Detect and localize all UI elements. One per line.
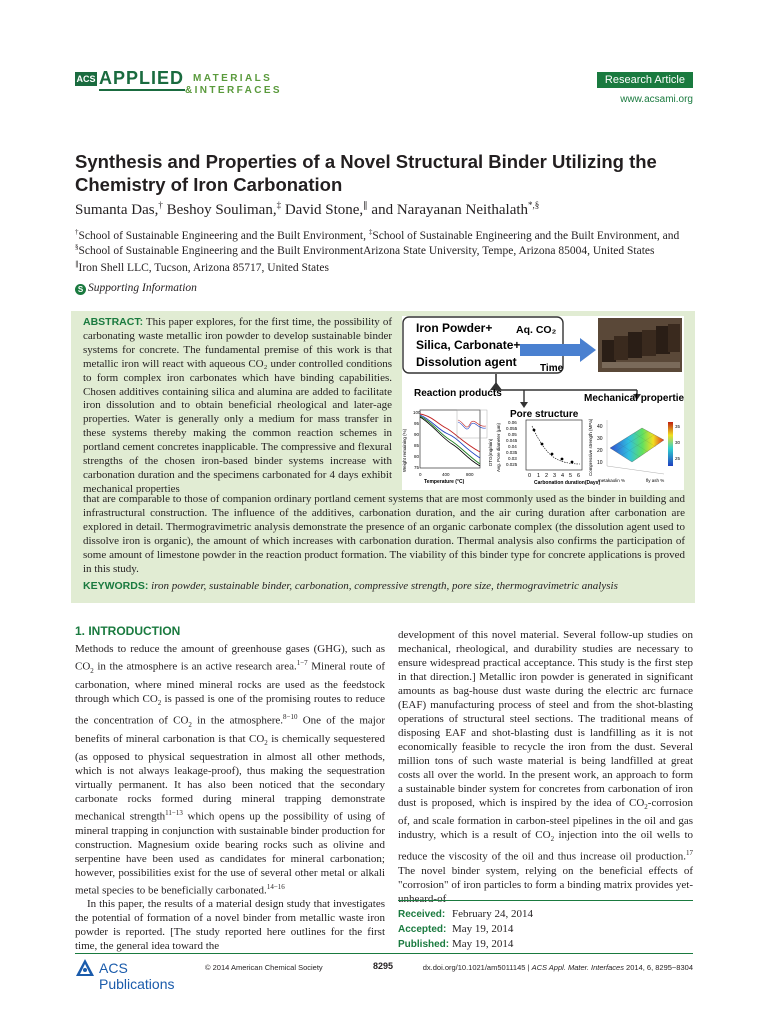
toc-box-line-1: Iron Powder+ <box>416 321 493 335</box>
affil-marker: ‡ <box>368 228 373 236</box>
page-number: 8295 <box>373 961 394 971</box>
author-souliman-sup: ‡ <box>276 200 282 210</box>
tga-ytick: 80 <box>414 454 420 459</box>
pore-ytick: 0.03 <box>508 456 517 461</box>
supporting-info-icon: S <box>75 284 86 295</box>
affil-text: School of Sustainable Engineering and the Built EnvironmentArizona State University, Tempe, Arizona 85004, United States <box>78 244 655 257</box>
received-label: Received: <box>398 909 446 920</box>
affil-text: School of Sustainable Engineering and the Built Environment, <box>78 229 369 242</box>
journal-name-materials: MATERIALS <box>193 73 273 84</box>
pore-y-label: Avg. Pore diameter (µm) <box>496 422 501 472</box>
pore-ytick: 0.055 <box>506 426 518 431</box>
pore-ytick: 0.035 <box>506 450 518 455</box>
pore-plot <box>496 420 600 486</box>
mech-ytick: 40 <box>597 424 603 430</box>
abstract-body-left: This paper explores, for the first time, the possibility of carbonating waste metallic iron powder to develop sustainable binder systems for concrete. The fundamental premise of this work is that metallic iron will react with aqueous CO₂ under controlled conditions to form complex iron carbonates which have binding capabilities. Chosen additives containing silica and alumina are added to facilitate iron dissolution and to obtain beneficial rheological and later-age properties. Water is generally only a medium for mass transfer in these systems thereby making the common reaction schemes in portland cement concretes inapplicable. The compressive and flexural strengths of the chosen iron-based binder systems increase with carbonation duration and the specimens carbonated for 4 days exhibit mechanical properties <box>83 316 392 495</box>
supporting-info-link[interactable]: Supporting Information <box>88 282 197 294</box>
section-heading-introduction: 1. INTRODUCTION <box>75 624 181 638</box>
toc-time: Time <box>540 363 564 374</box>
acs-badge: ACS <box>76 74 96 84</box>
copyright-notice: © 2014 American Chemical Society <box>205 963 323 972</box>
keywords-label: KEYWORDS: <box>83 580 149 592</box>
citation-line <box>423 963 693 972</box>
pore-ytick: 0.06 <box>508 420 517 425</box>
paper-title: Synthesis and Properties of a Novel Structural Binder Utilizing the Chemistry of Iron Carbonation <box>75 151 657 195</box>
pore-xtick: 1 <box>537 473 541 479</box>
affiliation-line-1 <box>75 228 695 242</box>
accepted-date: May 19, 2014 <box>452 923 514 935</box>
pore-xtick: 3 <box>553 473 557 479</box>
dates-divider <box>398 900 693 901</box>
publication-dates <box>398 907 533 952</box>
toc-pore-structure: Pore structure <box>510 409 579 420</box>
tga-ytick: 95 <box>414 421 420 426</box>
abstract-label: ABSTRACT: <box>83 316 144 328</box>
publisher-logo[interactable] <box>75 958 200 992</box>
logo-underline <box>99 89 185 91</box>
tga-ytick: 90 <box>414 432 420 437</box>
author-souliman[interactable]: Beshoy Souliman, <box>162 202 277 218</box>
paragraph: Methods to reduce the amount of greenhouse gases (GHG), such as $CO_2$ in the atmosphere is an active research area.$^{1-7}$ Mineral route of carbonation, where mined mineral rocks are used as the feedstock through which $CO_2$ is passed is one of the promising routes to reduce the concentration of $CO_2$ in the atmosphere.$^{8-10}$ One of the major benefits of mineral carbonation is that $CO_2$ is chemically sequestered (as opposed to physical sequestration in almost all other methods, which is not always leakage-proof), thus making the sequestration virtually permanent. It has also been noticed that the secondary carbonate rocks formed during mineral trapping demonstrate mechanical strength$^{11-13}$ which opens up the possibility of using of mineral trapping in conjunction with sustainable binder production for construction. Magnesium oxide bearing rocks such as olivine and serpentine have been used as candidates for mineral carbonation; however, possibilities exist for the use of several other metal or alkali metal species to be beneficially carbonated.$^{14-16}$ <box>75 643 385 897</box>
author-neithalath-sup: *,§ <box>528 200 540 210</box>
affil-marker: ∥ <box>75 260 79 268</box>
mech-ytick: 10 <box>597 460 603 466</box>
received-date: February 24, 2014 <box>452 908 533 920</box>
author-list <box>75 200 539 219</box>
affil-marker: § <box>75 243 79 251</box>
author-stone-sup: ∥ <box>363 200 368 210</box>
tga-xtick: 800 <box>466 472 474 477</box>
mechanical-surface-plot <box>588 418 681 483</box>
pore-xtick: 5 <box>569 473 573 479</box>
tga-plot <box>402 410 493 485</box>
dtg-label: DTG(mg/min) <box>488 438 493 466</box>
journal-url-link[interactable]: www.acsami.org <box>620 94 693 105</box>
journal-citation: ACS Appl. Mater. Interfaces <box>531 963 624 972</box>
toc-graphic-svg <box>402 316 684 490</box>
affil-text: School of Sustainable Engineering and the Built Environment, and <box>372 229 680 242</box>
tga-ytick: 100 <box>413 410 421 415</box>
mech-ytick: 30 <box>597 436 603 442</box>
tga-xtick: 400 <box>442 472 450 477</box>
toc-graphic <box>402 316 684 490</box>
published-label: Published: <box>398 939 450 950</box>
pore-x-label: Carbonation duration(Days) <box>534 480 601 486</box>
pore-ytick: 0.04 <box>508 444 517 449</box>
tga-x-label: Temperature (°C) <box>424 479 465 485</box>
pore-xtick: 0 <box>528 473 532 479</box>
article-type-badge: Research Article <box>597 72 693 88</box>
pore-xtick: 6 <box>577 473 581 479</box>
journal-name-interfaces: &INTERFACES <box>185 85 282 96</box>
tga-ytick: 85 <box>414 443 420 448</box>
affiliation-line-2 <box>75 243 695 257</box>
footer-divider <box>75 953 693 954</box>
mech-z-label: fly ash % <box>646 478 665 483</box>
published-date: May 19, 2014 <box>452 938 514 950</box>
author-das-sup: † <box>158 200 163 210</box>
abstract-text-left <box>83 316 392 497</box>
author-neithalath[interactable]: and Narayanan Neithalath <box>367 202 529 218</box>
colorbar-tick: 30 <box>675 440 681 445</box>
toc-mechanical-properties: Mechanical properties <box>584 393 684 404</box>
journal-name-applied: APPLIED <box>99 68 185 88</box>
tga-y-label: Weight remaining (%) <box>402 428 407 472</box>
mech-x-label: metakaolin % <box>598 478 626 483</box>
accepted-label: Accepted: <box>398 924 447 935</box>
toc-box-line-3: Dissolution agent <box>416 355 517 369</box>
toc-aq-co2: Aq. CO₂ <box>516 324 557 336</box>
body-column-left <box>75 642 385 953</box>
pore-ytick: 0.025 <box>506 462 518 467</box>
toc-box-line-2: Silica, Carbonate+ <box>416 338 521 352</box>
author-das[interactable]: Sumanta Das, <box>75 202 159 218</box>
pore-xtick: 4 <box>561 473 565 479</box>
arrow-down-icon <box>520 402 528 408</box>
pore-ytick: 0.05 <box>508 432 517 437</box>
abstract-text-full: that are comparable to those of companion ordinary portland cement systems that are most commonly used as the binder in building and infrastructural construction. The influence of the additives, carbonation duration, and the air curing duration after carbonation are explored in detail. Thermogravimetric analysis demonstrate the presence of an organic carbonate complex (the dissolution agent used to dissolve iron is organic), the amount of which increases with carbonation duration. Thermal analysis also confirms the participation of some amount of limestone powder in the reaction product formation. The viability of this binder type for concrete applications is proved in this study. <box>83 493 685 575</box>
keywords <box>83 580 685 592</box>
colorbar-tick: 35 <box>675 424 681 429</box>
keywords-list: iron powder, sustainable binder, carbonation, compressive strength, pore size, thermogravimetric analysis <box>151 580 618 592</box>
publisher-name: ACS Publications <box>99 960 175 992</box>
journal-logo <box>75 70 295 100</box>
affiliation-line-3 <box>75 260 695 274</box>
toc-reaction-products: Reaction products <box>414 388 502 399</box>
volume-pages: 2014, 6, 8295−8304 <box>623 963 693 972</box>
author-stone[interactable]: David Stone, <box>281 202 364 218</box>
paragraph: development of this novel material. Several follow-up studies on mechanical, rheological, and durability studies are necessary to ensure widespread practical acceptance. This study is the first step in that direction.] Metallic iron powder is generated in significant amounts as bag-house dust waste during the electric arc furnace (EAF) manufacturing process of steel and from the shot-blasting operations of structural steel sections. The traditional means of disposing EAF and shot-blasting dust is landfilling as it is not economically feasible to recycle the iron from the dust. Several million tons of such waste material is being landfilled at great costs all over the world. In the present work, an approach to form a sustainable binder system for concretes from carbonation of iron dust is proposed, which is inspired by the idea of $CO_2$-corrosion of, and scale formation in carbon-steel pipelines in the oil and gas industry, which is a result of $CO_2$ injection into the oil wells to reduce the viscosity of the oil and thus increase oil production.$^{17}$ The novel binder system, relying on the beneficial effects of "corrosion" of iron particles to form a binding matrix provides yet- <box>398 629 693 892</box>
colorbar-tick: 25 <box>675 456 681 461</box>
mech-ytick: 20 <box>597 448 603 454</box>
pore-xtick: 2 <box>545 473 549 479</box>
body-column-right <box>398 628 693 906</box>
pore-ytick: 0.045 <box>506 438 518 443</box>
tga-xtick: 0 <box>419 472 422 477</box>
tga-ytick: 75 <box>414 465 420 470</box>
mech-y-label: Compressive strength (MPa) <box>588 418 593 476</box>
affil-marker: † <box>75 228 79 236</box>
acs-publications-icon <box>75 958 95 978</box>
affil-text: Iron Shell LLC, Tucson, Arizona 85717, United States <box>78 261 329 274</box>
doi-link[interactable]: dx.doi.org/10.1021/am5011145 | <box>422 963 532 972</box>
paragraph: In this paper, the results of a material design study that investigates the potential of formation of a novel binder from metallic waste iron powder is reported. [The study reported here outlines for the first time, the general idea toward the <box>75 898 385 953</box>
